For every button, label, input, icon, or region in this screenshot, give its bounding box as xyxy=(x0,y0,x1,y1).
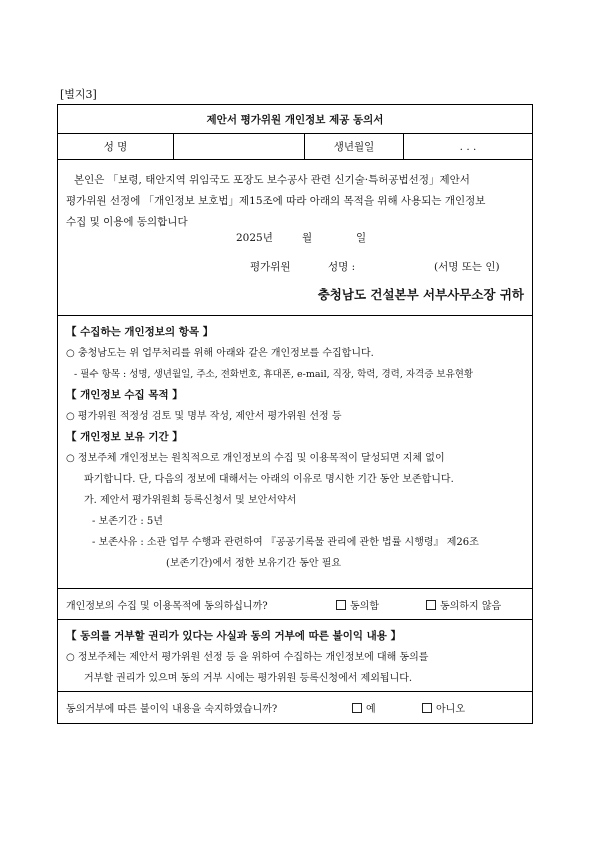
birth-label: 생년월일 xyxy=(305,134,404,159)
info-line: - 보존사유 : 소관 업무 수행과 관련하여 『공공기록물 관리에 관한 법률 시행령』 제26조 xyxy=(92,537,479,548)
date-month: 월 xyxy=(302,232,313,244)
info-line: ○ 정보주체 개인정보는 원칙적으로 개인정보의 수집 및 이용목적이 달성되면 지체 없이 xyxy=(66,453,445,464)
info-line: 가. 제안서 평가위원회 등록신청서 및 보안서약서 xyxy=(84,495,297,506)
section-heading: 【 수집하는 개인정보의 항목 】 xyxy=(66,326,214,338)
consent-text-line: 수집 및 이용에 동의합니다 xyxy=(66,216,188,228)
info-line: - 보존기간 : 5년 xyxy=(92,516,163,527)
info-line: (보존기간)에서 정한 보유기간 동안 필요 xyxy=(166,558,342,569)
privacy-info xyxy=(58,316,532,589)
refusal-line: 거부할 권리가 있으며 동의 거부 시에는 평가위원 등록신청에서 제외됩니다. xyxy=(84,673,413,684)
form-title: 제안서 평가위원 개인정보 제공 동의서 xyxy=(58,105,532,134)
info-line: ○ 평가위원 적정성 검토 및 명부 작성, 제안서 평가위원 선정 등 xyxy=(66,411,342,422)
refusal-notice xyxy=(58,620,532,692)
signature-note: (서명 또는 인) xyxy=(434,261,500,273)
section-heading: 【 개인정보 수집 목적 】 xyxy=(66,389,183,401)
yes-option[interactable] xyxy=(352,700,376,715)
checkbox-icon[interactable] xyxy=(336,600,346,610)
name-label: 성 명 xyxy=(58,134,174,159)
checkbox-icon[interactable] xyxy=(352,703,362,713)
consent-question xyxy=(58,589,532,620)
acknowledge-question xyxy=(58,692,532,723)
applicant-info-row xyxy=(58,134,532,160)
annex-label: [별지3] xyxy=(60,88,97,101)
name-field[interactable] xyxy=(174,134,305,159)
checkbox-icon[interactable] xyxy=(422,703,432,713)
signer-name-label: 성명 : xyxy=(328,261,356,273)
info-line: ○ 충청남도는 위 업무처리를 위해 아래와 같은 개인정보를 수집합니다. xyxy=(66,348,374,359)
question-text: 개인정보의 수집 및 이용목적에 동의하십니까? xyxy=(66,600,268,612)
agree-option[interactable] xyxy=(336,597,379,612)
consent-form xyxy=(57,104,533,724)
disagree-option[interactable] xyxy=(426,597,501,612)
info-line: 파기합니다. 단, 다음의 정보에 대해서는 아래의 이유로 명시한 기간 동안 보존합니다. xyxy=(84,474,454,485)
date-year: 2025년 xyxy=(236,232,273,244)
no-label: 아니오 xyxy=(436,704,465,715)
checkbox-icon[interactable] xyxy=(426,600,436,610)
disagree-label: 동의하지 않음 xyxy=(440,600,502,612)
no-option[interactable] xyxy=(422,700,465,715)
info-line: - 필수 항목 : 성명, 생년월일, 주소, 전화번호, 휴대폰, e-mail, 직장, 학력, 경력, 자격증 보유현황 xyxy=(74,369,474,380)
section-heading: 【 개인정보 보유 기간 】 xyxy=(66,431,183,443)
consent-text-line: 평가위원 선정에 「개인정보 보호법」제15조에 따라 아래의 목적을 위해 사용되는 개인정보 xyxy=(66,195,486,207)
section-heading: 【 동의를 거부할 권리가 있다는 사실과 동의 거부에 따른 불이익 내용 】 xyxy=(66,630,402,642)
date-day: 일 xyxy=(356,232,367,244)
refusal-line: ○ 정보주체는 제안서 평가위원 선정 등 을 위하여 수집하는 개인정보에 대해 동의를 xyxy=(66,652,429,663)
agree-label: 동의함 xyxy=(350,600,379,612)
yes-label: 예 xyxy=(366,704,376,715)
addressee: 충청남도 건설본부 서부사무소장 귀하 xyxy=(317,287,524,302)
signer-role: 평가위원 xyxy=(250,261,291,273)
consent-text-line: 본인은 「보령, 태안지역 위임국도 포장도 보수공사 관련 신기술·특허공법선정」제안서 xyxy=(74,174,470,186)
question-text: 동의거부에 따른 불이익 내용을 숙지하였습니까? xyxy=(66,704,278,715)
consent-statement xyxy=(58,160,532,316)
birth-field[interactable]: . . . xyxy=(459,140,477,153)
